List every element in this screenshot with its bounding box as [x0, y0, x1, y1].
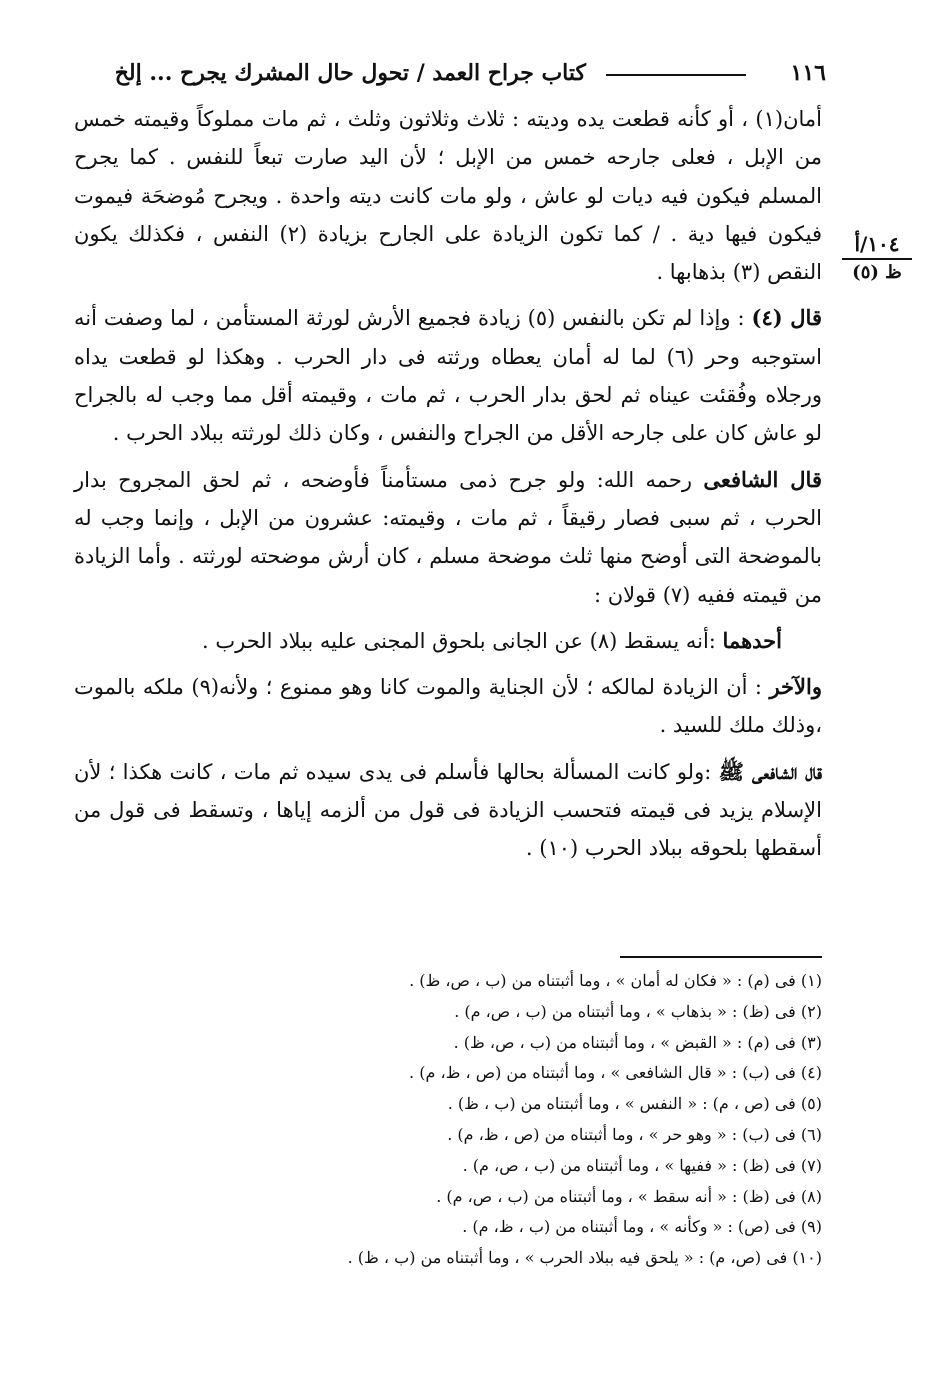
paragraph-speaker: والآخر [769, 674, 822, 700]
footnote: (٤) فى (ب) : « قال الشافعى » ، وما أثبتناه من (ص ، ظ، م) . [409, 1063, 822, 1083]
footnote: (٥) فى (ص ، م) : « النفس » ، وما أثبتناه من (ب ، ظ) . [447, 1094, 822, 1114]
footnote: (٢) فى (ظ) : « بذهاب » ، وما أثبتناه من (ب ، ص، م) . [454, 1001, 822, 1021]
paragraph-text: : وإذا لم تكن بالنفس (٥) زيادة فجميع الأرش لورثة المستأمن ، لما وصفت أنه استوجبه وحر (٦) لما له أمان يعطاه ورثته فى دار الحرب . وهكذا لو قطعت يداه ورجلاه وفُقئت عيناه ثم لحق بدار الحرب ، ثم مات ، وقيمته أقل مما وجب له بالجراح لو عاش كان على جارحه الأقل من الجراح والنفس ، وكان ذلك لورثته ببلاد الحرب . [74, 306, 823, 446]
paragraph-speaker: قال الشافعى ﷺ [718, 758, 822, 784]
paragraph [74, 299, 822, 452]
page-number: ١١٦ [790, 60, 826, 86]
paragraph [74, 100, 822, 291]
footnote: (٩) فى (ص) : « وكأنه » ، وما أثبتناه من (ب ، ظ، م) . [462, 1217, 822, 1237]
header-rule [606, 74, 746, 76]
folio-reference: ١٠٤/أ [842, 232, 912, 260]
footnote: (٧) فى (ظ) : « ففيها » ، وما أثبتناه من (ب ، ص، م) . [462, 1155, 822, 1175]
paragraph-text: :ولو كانت المسألة بحالها فأسلم فى يدى سيده ثم مات ، كانت هكذا ؛ لأن الإسلام يزيد فى قيمته فتحسب الزيادة فى قول من ألزمه إياها ، وتسقط فى قول من أسقطها بلحوقه ببلاد الحرب (١٠) . [74, 759, 822, 861]
paragraph-text: رحمه الله: ولو جرح ذمى مستأمناً فأوضحه ، ثم لحق المجروح بدار الحرب ، ثم سبى فصار رقيقاً ، ثم مات ، وقيمته: عشرون من الإبل ، وإنما وجب له بالموضحة التى أوضح منها ثلث موضحة مسلم ، كان أرش موضحته لورثته . وأما الزيادة من قيمته ففيه (٧) قولان : [74, 467, 822, 607]
page-header [70, 60, 826, 90]
footnote: (١) فى (م) : « فكان له أمان » ، وما أثبتناه من (ب ، ص، ظ) . [409, 971, 822, 990]
main-text [74, 100, 822, 868]
paragraph [74, 622, 822, 660]
margin-folio-note [842, 232, 912, 283]
running-title: كتاب جراح العمد / تحول حال المشرك يجرح ... إلخ [114, 60, 586, 86]
footnote-separator [620, 956, 822, 958]
footnotes [300, 966, 822, 1274]
footnote: (٦) فى (ب) : « وهو حر » ، وما أثبتناه من (ص ، ظ، م) . [447, 1124, 822, 1144]
paragraph-speaker: أحدهما [722, 627, 782, 653]
paragraph [74, 461, 822, 614]
paragraph [74, 753, 822, 868]
paragraph-text: أمان(١) ، أو كأنه قطعت يده وديته : ثلاث وثلاثون وثلث ، ثم مات مملوكاً وقيمته خمس من الإبل ، فعلى جارحه خمس من الإبل ؛ لأن اليد صارت تبعاً للنفس . كما يجرح المسلم فيكون فيه ديات لو عاش ، ولو مات كانت ديته واحدة . ويجرح مُوضحَة فيموت فيكون فيها دية . / كما تكون الزيادة على الجارح بزيادة (٢) النفس ، فكذلك يكون النقص (٣) بذهابها . [74, 107, 822, 285]
footnote: (٨) فى (ظ) : « أنه سقط » ، وما أثبتناه من (ب ، ص، م) . [436, 1186, 822, 1206]
footnote: (٣) فى (م) : « القبض » ، وما أثبتناه من (ب ، ص، ظ) . [453, 1032, 822, 1052]
paragraph-text: : أن الزيادة لمالكه ؛ لأن الجناية والموت كانا وهو ممنوع ؛ ولأنه(٩) ملكه بالموت ،وذلك ملك للسيد . [74, 675, 822, 738]
manuscript-reference: ظ (٥) [852, 262, 902, 283]
paragraph-text: :أنه يسقط (٨) عن الجانى بلحوق المجنى عليه ببلاد الحرب . [202, 628, 716, 653]
paragraph [74, 668, 822, 745]
paragraph-speaker: قال الشافعى [703, 466, 822, 492]
footnote: (١٠) فى (ص، م) : « يلحق فيه ببلاد الحرب » ، وما أثبتناه من (ب ، ظ) . [347, 1248, 822, 1268]
paragraph-speaker: قال (٤) [751, 305, 822, 331]
